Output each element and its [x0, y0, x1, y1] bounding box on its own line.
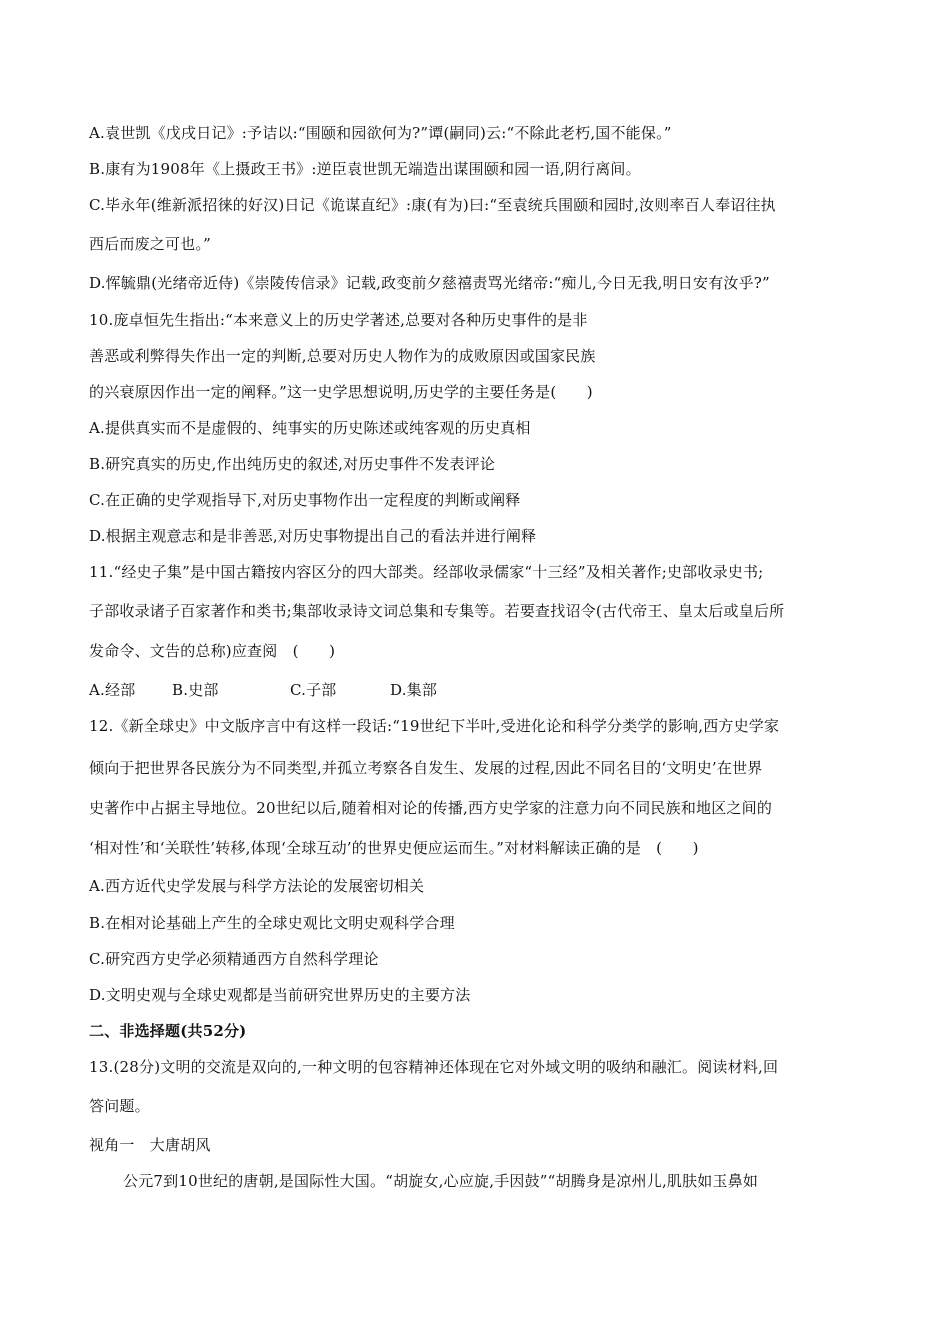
q10-option-c: C.在正确的史学观指导下,对历史事物作出一定程度的判断或阐释 — [89, 491, 521, 509]
q11-stem-line2: 子部收录诸子百家著作和类书;集部收录诗文词总集和专集等。若要查找诏令(古代帝王、皇太后或皇后所 — [89, 602, 785, 620]
q9-option-c-line1: C.毕永年(维新派招徕的好汉)日记《诡谋直纪》:康(有为)曰:“至袁统兵围颐和园时,汝则率百人奉诏往执 — [89, 196, 776, 214]
q11-stem-line3: 发命令、文告的总称)应查阅 ( ) — [89, 642, 336, 660]
q9-option-a: A.袁世凯《戊戌日记》:予诘以:“围颐和园欲何为?”谭(嗣同)云:“不除此老朽,国不能保。” — [89, 124, 672, 142]
q10-stem-line3: 的兴衰原因作出一定的阐释。”这一史学思想说明,历史学的主要任务是( ) — [89, 383, 593, 401]
q12-option-c: C.研究西方史学必须精通西方自然科学理论 — [89, 950, 379, 968]
q10-option-a: A.提供真实而不是虚假的、纯事实的历史陈述或纯客观的历史真相 — [89, 419, 531, 437]
q11-option-a: A.经部 — [89, 681, 136, 699]
q12-option-b: B.在相对论基础上产生的全球史观比文明史观科学合理 — [89, 914, 455, 932]
q10-option-b: B.研究真实的历史,作出纯历史的叙述,对历史事件不发表评论 — [89, 455, 496, 473]
q13-view1-heading: 视角一 大唐胡风 — [89, 1136, 211, 1154]
q13-stem-line1: 13.(28分)文明的交流是双向的,一种文明的包容精神还体现在它对外域文明的吸纳和融汇。阅读材料,回 — [89, 1058, 779, 1076]
q11-option-c: C.子部 — [290, 681, 337, 699]
q12-stem-line2: 倾向于把世界各民族分为不同类型,并孤立考察各自发生、发展的过程,因此不同名目的‘文明史’在世界 — [89, 759, 763, 777]
section-title: 二、非选择题(共52分) — [89, 1022, 247, 1040]
q9-option-d: D.恽毓鼎(光绪帝近侍)《崇陵传信录》记载,政变前夕慈禧责骂光绪帝:“痴儿,今日无我,明日安有汝乎?” — [89, 274, 770, 292]
q13-stem-line2: 答问题。 — [89, 1097, 150, 1115]
q12-option-a: A.西方近代史学发展与科学方法论的发展密切相关 — [89, 877, 425, 895]
q12-stem-line4: ‘相对性’和‘关联性’转移,体现‘全球互动’的世界史便应运而生。”对材料解读正确的是 ( ) — [89, 839, 699, 857]
q10-stem-line2: 善恶或利弊得失作出一定的判断,总要对历史人物作为的成败原因或国家民族 — [89, 347, 596, 365]
q12-stem-line1: 12.《新全球史》中文版序言中有这样一段话:“19世纪下半叶,受进化论和科学分类学的影响,西方史学家 — [89, 717, 780, 735]
q11-options — [89, 680, 437, 700]
q11-option-d: D.集部 — [390, 681, 438, 699]
q12-stem-line3: 史著作中占据主导地位。20世纪以后,随着相对论的传播,西方史学家的注意力向不同民族和地区之间的 — [89, 799, 773, 817]
q10-option-d: D.根据主观意志和是非善恶,对历史事物提出自己的看法并进行阐释 — [89, 527, 537, 545]
q12-option-d: D.文明史观与全球史观都是当前研究世界历史的主要方法 — [89, 986, 471, 1004]
q9-option-c-line2: 西后而废之可也。” — [89, 235, 211, 253]
q13-paragraph: 公元7到10世纪的唐朝,是国际性大国。“胡旋女,心应旋,手因鼓”“胡腾身是凉州儿,肌肤如玉鼻如 — [123, 1172, 759, 1190]
q11-stem-line1: 11.“经史子集”是中国古籍按内容区分的四大部类。经部收录儒家“十三经”及相关著作;史部收录史书; — [89, 563, 764, 581]
q11-option-b: B.史部 — [172, 681, 219, 699]
q9-option-b: B.康有为1908年《上摄政王书》:逆臣袁世凯无端造出谋围颐和园一语,阴行离间。 — [89, 160, 641, 178]
q10-stem-line1: 10.庞卓恒先生指出:“本来意义上的历史学著述,总要对各种历史事件的是非 — [89, 311, 588, 329]
